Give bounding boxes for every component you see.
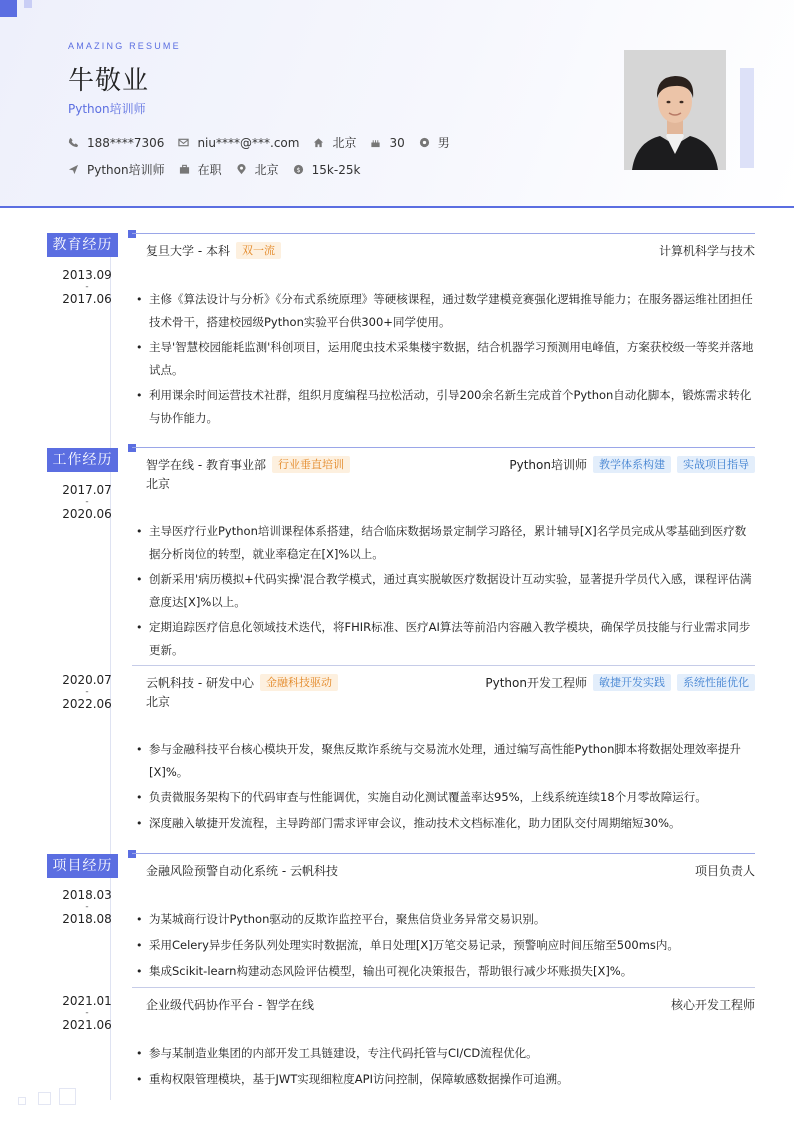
target-city-text: 北京 bbox=[254, 163, 279, 177]
phone-text: 188****7306 bbox=[87, 135, 165, 150]
target-role-text: Python培训师 bbox=[87, 163, 165, 177]
date-separator: - bbox=[85, 687, 89, 697]
profile-photo bbox=[624, 50, 726, 170]
project-title-row bbox=[146, 862, 755, 879]
section-title-work: 工作经历 bbox=[47, 448, 118, 472]
section-divider bbox=[132, 447, 755, 448]
email-icon bbox=[178, 137, 189, 148]
tagline: AMAZING RESUME bbox=[68, 41, 181, 51]
target-city-item bbox=[236, 161, 279, 178]
company-tag: 金融科技驱动 bbox=[260, 674, 338, 691]
work-bullet: • 参与金融科技平台核心模块开发，聚焦反欺诈系统与交易流水处理，通过编写高性能Python脚本将数据处理效率提升[X]%。 bbox=[136, 742, 741, 779]
target-role-item bbox=[68, 161, 165, 178]
edu-start-date: 2013.09 bbox=[62, 268, 112, 282]
skill-tag: 教学体系构建 bbox=[593, 456, 671, 473]
money-icon bbox=[293, 164, 304, 175]
cake-icon bbox=[370, 137, 381, 148]
company-tag: 行业垂直培训 bbox=[272, 456, 350, 473]
section-title-projects: 项目经历 bbox=[47, 854, 118, 878]
job-intent-row bbox=[68, 161, 374, 178]
salary-text: 15k-25k bbox=[311, 162, 361, 177]
gender-item bbox=[419, 134, 450, 151]
gender-text: 男 bbox=[437, 136, 450, 150]
decorative-square bbox=[38, 1092, 51, 1105]
project-bullet: • 为某城商行设计Python驱动的反欺诈监控平台，聚焦信贷业务异常交易识别。 bbox=[136, 912, 546, 926]
phone-item bbox=[68, 136, 164, 150]
project-end-date: 2021.06 bbox=[62, 1018, 112, 1032]
work-start-date: 2020.07 bbox=[62, 673, 112, 687]
company-name: 云帆科技 - 研发中心 bbox=[146, 676, 254, 690]
work-end-date: 2020.06 bbox=[62, 507, 112, 521]
project-bullet: • 采用Celery异步任务队列处理实时数据流，单日处理[X]万笔交易记录，预警响应时间压缩至500ms内。 bbox=[136, 938, 679, 952]
edu-title-row bbox=[146, 242, 755, 259]
edu-bullet: • 主修《算法设计与分析》《分布式系统原理》等硬核课程，通过数学建模竞赛强化逻辑推导能力；在服务器运维社团担任技术骨干，搭建校园级Python实验平台供300+同学使用。 bbox=[136, 292, 753, 329]
email-item bbox=[178, 136, 299, 150]
skill-tag: 实战项目指导 bbox=[677, 456, 755, 473]
project-role: 项目负责人 bbox=[694, 864, 755, 878]
status-item bbox=[179, 161, 222, 178]
email-text: niu****@***.com bbox=[197, 135, 300, 150]
date-separator: - bbox=[85, 282, 89, 292]
job-position: Python培训师 bbox=[509, 458, 587, 472]
entry-divider bbox=[132, 987, 755, 988]
school-name: 复旦大学 - 本科 bbox=[146, 244, 230, 258]
work-title-row bbox=[146, 674, 755, 691]
skill-tag: 系统性能优化 bbox=[677, 674, 755, 691]
project-name: 金融风险预警自动化系统 - 云帆科技 bbox=[146, 864, 338, 878]
gender-icon bbox=[419, 137, 430, 148]
section-divider bbox=[132, 233, 755, 234]
hometown-item bbox=[313, 134, 356, 151]
work-end-date: 2022.06 bbox=[62, 697, 112, 711]
photo-accent bbox=[740, 68, 754, 168]
work-city: 北京 bbox=[146, 695, 171, 709]
work-bullet: • 主导医疗行业Python培训课程体系搭建，结合临床数据场景定制学习路径，累计辅导[X]名学员完成从零基础到医疗数据分析岗位的转型，就业率稳定在[X]%以上。 bbox=[136, 524, 747, 561]
school-tag: 双一流 bbox=[236, 242, 281, 259]
briefcase-icon bbox=[179, 164, 190, 175]
age-item bbox=[370, 136, 404, 150]
project-bullet: • 集成Scikit-learn构建动态风险评估模型，输出可视化决策报告，帮助银行减少坏账损失[X]%。 bbox=[136, 964, 633, 978]
work-city: 北京 bbox=[146, 477, 171, 491]
work-bullet: • 深度融入敏捷开发流程，主导跨部门需求评审会议，推动技术文档标准化，助力团队交付周期缩短30%。 bbox=[136, 816, 681, 830]
work-title-row bbox=[146, 456, 755, 473]
date-separator: - bbox=[85, 902, 89, 912]
project-start-date: 2021.01 bbox=[62, 994, 112, 1008]
contact-info-row bbox=[68, 134, 464, 151]
entry-divider bbox=[132, 665, 755, 666]
job-position: Python开发工程师 bbox=[485, 676, 587, 690]
section-marker bbox=[128, 850, 136, 858]
edu-bullet: • 利用课余时间运营技术社群，组织月度编程马拉松活动，引导200余名新生完成首个Python自动化脚本，锻炼需求转化与协作能力。 bbox=[136, 388, 752, 425]
section-marker bbox=[128, 444, 136, 452]
decorative-square bbox=[18, 1097, 26, 1105]
send-icon bbox=[68, 164, 79, 175]
skill-tag: 敏捷开发实践 bbox=[593, 674, 671, 691]
candidate-name: 牛敬业 bbox=[68, 66, 150, 96]
header-accent-square bbox=[0, 0, 17, 17]
project-end-date: 2018.08 bbox=[62, 912, 112, 926]
timeline-line bbox=[110, 240, 111, 1100]
edu-end-date: 2017.06 bbox=[62, 292, 112, 306]
work-bullet: • 负责微服务架构下的代码审查与性能调优，实施自动化测试覆盖率达95%，上线系统连续18个月零故障运行。 bbox=[136, 790, 707, 804]
company-name: 智学在线 - 教育事业部 bbox=[146, 458, 266, 472]
svg-text:$: $ bbox=[296, 165, 301, 174]
candidate-role: Python培训师 bbox=[68, 102, 146, 116]
work-bullet: • 创新采用'病历模拟+代码实操'混合教学模式，通过真实脱敏医疗数据设计互动实验，显著提升学员代入感，课程评估满意度达[X]%以上。 bbox=[136, 572, 752, 609]
salary-item bbox=[293, 163, 361, 177]
edu-bullet: • 主导'智慧校园能耗监测'科创项目，运用爬虫技术采集楼宇数据，结合机器学习预测用电峰值，方案获校级一等奖并落地试点。 bbox=[136, 340, 754, 377]
project-bullet: • 重构权限管理模块，基于JWT实现细粒度API访问控制，保障敏感数据操作可追溯。 bbox=[136, 1072, 569, 1086]
resume-header bbox=[0, 0, 794, 208]
header-accent-square-small bbox=[24, 0, 32, 8]
hometown-text: 北京 bbox=[332, 136, 357, 150]
decorative-square bbox=[59, 1088, 76, 1105]
work-bullet: • 定期追踪医疗信息化领域技术迭代，将FHIR标准、医疗AI算法等前沿内容融入教学模块，确保学员技能与行业需求同步更新。 bbox=[136, 620, 751, 657]
status-text: 在职 bbox=[197, 163, 222, 177]
section-divider bbox=[132, 853, 755, 854]
home-icon bbox=[313, 137, 324, 148]
work-start-date: 2017.07 bbox=[62, 483, 112, 497]
section-title-education: 教育经历 bbox=[47, 233, 118, 257]
project-start-date: 2018.03 bbox=[62, 888, 112, 902]
project-name: 企业级代码协作平台 - 智学在线 bbox=[146, 998, 314, 1012]
age-text: 30 bbox=[389, 135, 405, 150]
location-pin-icon bbox=[236, 164, 247, 175]
project-title-row bbox=[146, 996, 755, 1013]
project-bullet: • 参与某制造业集团的内部开发工具链建设，专注代码托管与CI/CD流程优化。 bbox=[136, 1046, 538, 1060]
major: 计算机科学与技术 bbox=[658, 244, 755, 258]
date-separator: - bbox=[85, 497, 89, 507]
date-separator: - bbox=[85, 1008, 89, 1018]
phone-icon bbox=[68, 137, 79, 148]
section-marker bbox=[128, 230, 136, 238]
project-role: 核心开发工程师 bbox=[670, 998, 755, 1012]
